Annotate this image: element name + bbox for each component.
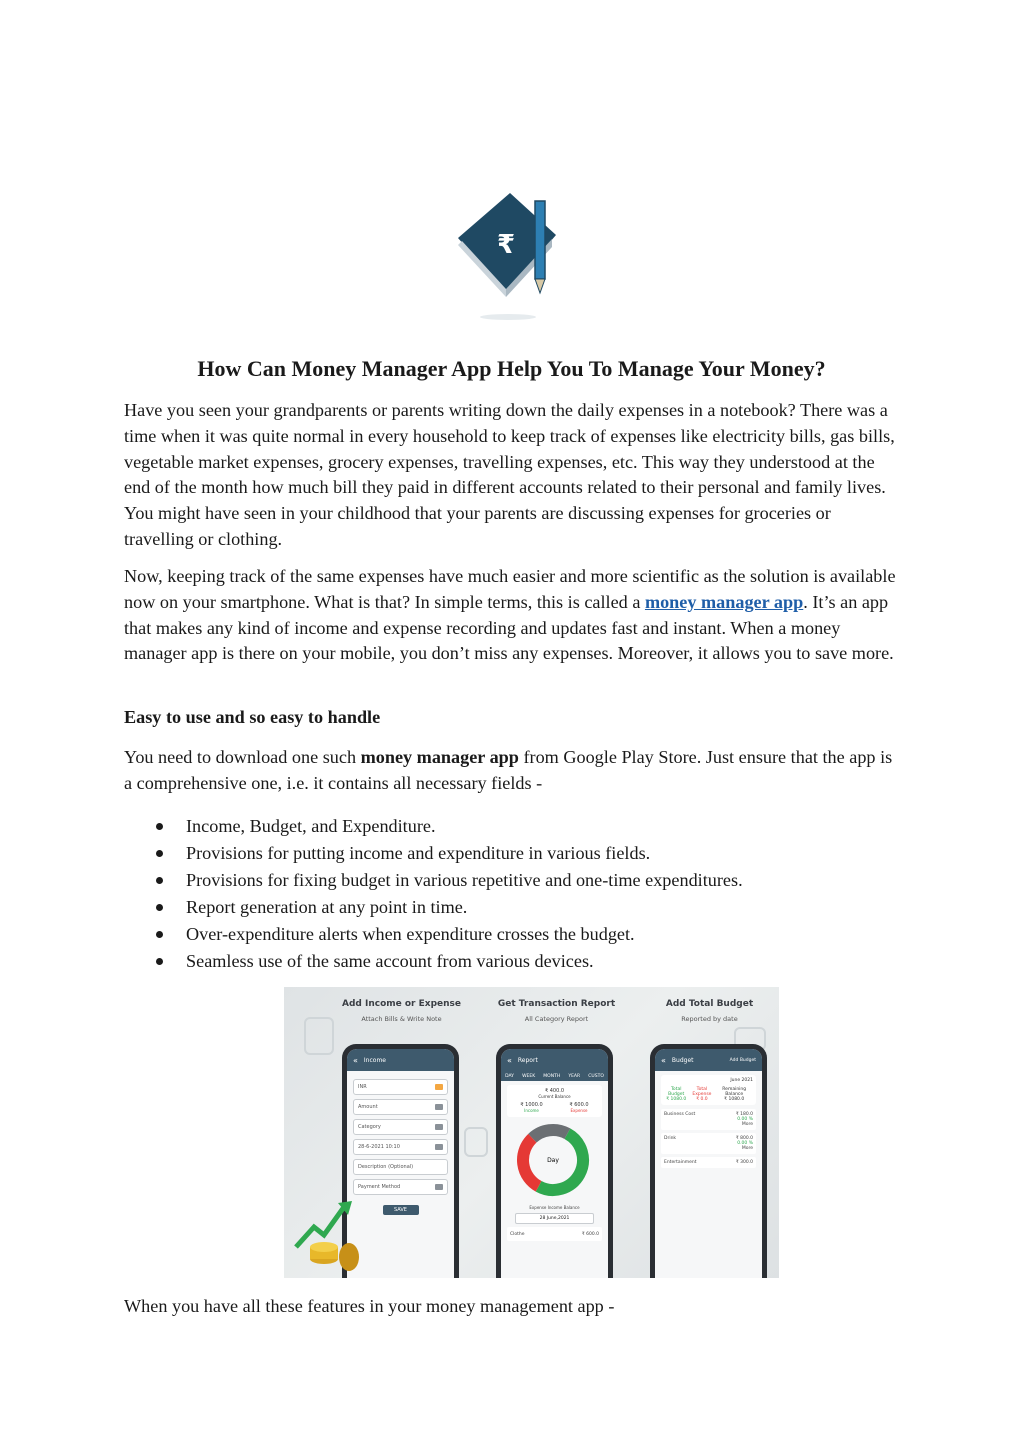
donut-slice-income [539, 1134, 583, 1190]
description-field [353, 1159, 448, 1175]
add-budget-label: Add Budget [729, 1057, 756, 1063]
date-selector: 28 June,2021 [515, 1213, 594, 1224]
caption-title: Add Income or Expense [342, 999, 461, 1009]
income-value: ₹ 1000.0 [520, 1102, 543, 1108]
remaining-balance-label: Remaining Balance [722, 1087, 747, 1097]
total-budget-value: ₹ 1080.0 [666, 1097, 687, 1102]
period-tabs [501, 1071, 608, 1081]
tab-year: YEAR [568, 1073, 581, 1079]
expense-value: ₹ 600.0 [569, 1102, 589, 1108]
app-bar-title: Budget [671, 1056, 694, 1064]
intro-paragraph: Have you seen your grandparents or parents writing down the daily expenses in a notebook? There was a time when it was quite normal in every household to keep track of expenses like electricity bills, gas bills, vegetable market expenses, grocery expenses, travelling expenses, etc. This way they understood at the end of the month how much bill they paid in different accounts related to their personal and family lives. You might have seen in your childhood that your parents are discussing expenses for groceries or travelling or clothing. [124, 400, 895, 549]
budget-item-percent: 0.00 % [737, 1117, 753, 1122]
caption-subtitle: Reported by date [681, 1015, 738, 1023]
transaction-label: Clothe [510, 1231, 525, 1237]
more-label: More [741, 1146, 753, 1151]
phone-screen [655, 1049, 762, 1278]
section-heading: Easy to use and so easy to handle [124, 707, 381, 727]
transaction-value: ₹ 600.0 [581, 1231, 599, 1237]
app-bar [655, 1049, 762, 1071]
donut-slice-expense [523, 1138, 539, 1186]
total-budget-label: Total Budget [668, 1087, 685, 1097]
list-item-text: Provisions for putting income and expenditure in various fields. [186, 843, 651, 863]
budget-summary [661, 1075, 756, 1105]
amount-field [353, 1099, 448, 1115]
decorative-phone-icon [464, 1127, 488, 1157]
money-manager-app-link[interactable]: money manager app [644, 591, 804, 612]
category-icon [435, 1124, 443, 1130]
donut-center-label: Day [547, 1157, 559, 1164]
calculator-icon [435, 1104, 443, 1110]
field-placeholder: Amount [358, 1104, 378, 1110]
budget-item-percent: 0.00 % [737, 1141, 753, 1146]
download-text-after: from Google Play Store. Just ensure that the app is a comprehensive one, i.e. it contains all necessary fields - [124, 747, 893, 793]
phone-budget-screen [650, 1044, 767, 1278]
total-expense-value: ₹ 0.0 [696, 1097, 708, 1102]
phone-screen [501, 1049, 608, 1278]
feature-list [124, 813, 904, 975]
list-item-text: Provisions for fixing budget in various repetitive and one-time expenditures. [186, 870, 743, 890]
month-selector: June 2021 [730, 1078, 753, 1083]
bullet-icon [156, 877, 163, 884]
remaining-balance-value: ₹ 1080.0 [724, 1097, 745, 1102]
list-item-text: Report generation at any point in time. [186, 897, 468, 917]
caption-title: Add Total Budget [665, 999, 754, 1009]
back-arrow-icon: « [353, 1055, 358, 1065]
list-item [124, 840, 904, 867]
bullet-icon [156, 823, 163, 830]
budget-item [661, 1157, 756, 1168]
current-balance-value: ₹ 400.0 [544, 1088, 565, 1094]
list-item-text: Seamless use of the same account from various devices. [186, 951, 594, 971]
chart-legend: Expense Income Balance [529, 1205, 580, 1210]
download-text-before: You need to download one such [124, 747, 361, 767]
tab-month: MONTH [543, 1073, 561, 1079]
list-item-text: Over-expenditure alerts when expenditure crosses the budget. [186, 924, 635, 944]
date-field [353, 1139, 448, 1155]
calendar-icon [435, 1144, 443, 1150]
gold-coins-arrow-icon [294, 1197, 364, 1277]
income-label: Income [524, 1108, 539, 1113]
app-bar-title: Report [517, 1056, 538, 1064]
app-screenshots-image [284, 987, 779, 1278]
save-button: SAVE [383, 1205, 419, 1215]
total-expense-label: Total Expense [692, 1087, 712, 1097]
back-arrow-icon: « [661, 1055, 666, 1065]
current-balance-label: Current Balance [538, 1094, 571, 1099]
caption-total-budget [627, 999, 779, 1023]
caption-subtitle: All Category Report [524, 1015, 589, 1023]
caption-title: Get Transaction Report [497, 999, 616, 1009]
bullet-icon [156, 931, 163, 938]
phone-report-screen [496, 1044, 613, 1278]
budget-item [661, 1109, 756, 1130]
budget-item-value: ₹ 300.0 [735, 1160, 753, 1165]
solution-text-after: . It’s an app that makes any kind of income and expense recording and updates fast and instant. When a money manager app is there on your mobile, you don’t miss any expenses. Moreover, it allows you to save more. [124, 591, 894, 664]
field-placeholder: Category [358, 1124, 381, 1130]
caption-subtitle: Attach Bills & Write Note [361, 1015, 442, 1023]
list-item [124, 921, 904, 948]
report-donut-chart [501, 1121, 606, 1199]
card-icon [435, 1184, 443, 1190]
caption-add-income [319, 999, 484, 1023]
field-placeholder: Payment Method [358, 1184, 401, 1190]
balance-card [507, 1085, 602, 1117]
tab-day: DAY [505, 1073, 514, 1079]
category-field [353, 1119, 448, 1135]
flag-icon [435, 1084, 443, 1090]
currency-field [353, 1079, 448, 1095]
budget-item-name: Drink [664, 1136, 677, 1141]
bullet-icon [156, 904, 163, 911]
rupee-notebook-logo-icon [448, 193, 578, 323]
budget-item-value: ₹ 800.0 [735, 1136, 753, 1141]
download-paragraph [124, 745, 904, 797]
tab-custom: CUSTO [588, 1073, 604, 1079]
list-item [124, 894, 904, 921]
app-bar-title: Income [363, 1056, 386, 1064]
donut-slice-balance [532, 1130, 567, 1138]
field-placeholder: Description (Optional) [358, 1164, 414, 1170]
solution-text-before: Now, keeping track of the same expenses have much easier and more scientific as the solution is available now on your smartphone. What is that? In simple terms, this is called a [124, 566, 896, 612]
solution-paragraph [124, 564, 904, 667]
field-value: INR [358, 1084, 367, 1090]
expense-label: Expense [570, 1108, 588, 1113]
page-title: How Can Money Manager App Help You To Manage Your Money? [197, 356, 826, 381]
rupee-symbol: ₹ [496, 230, 516, 260]
app-bar [501, 1049, 608, 1071]
app-bar [347, 1049, 454, 1071]
list-item [124, 948, 904, 975]
field-value: 28-6-2021 10:10 [358, 1144, 400, 1150]
list-item [124, 813, 904, 840]
list-item [124, 867, 904, 894]
closing-paragraph: When you have all these features in your money management app - [124, 1296, 615, 1316]
budget-item-name: Business Cost [664, 1112, 696, 1117]
transaction-row [507, 1227, 602, 1241]
budget-item-name: Entertainment [664, 1160, 697, 1165]
list-item-text: Income, Budget, and Expenditure. [186, 816, 436, 836]
bullet-icon [156, 850, 163, 857]
caption-transaction-report [474, 999, 639, 1023]
back-arrow-icon: « [507, 1055, 512, 1065]
budget-item [661, 1133, 756, 1154]
bullet-icon [156, 958, 163, 965]
tab-week: WEEK [522, 1073, 536, 1079]
budget-item-value: ₹ 180.0 [735, 1112, 753, 1117]
download-text-bold: money manager app [360, 747, 519, 767]
more-label: More [741, 1122, 753, 1127]
payment-method-field [353, 1179, 448, 1195]
